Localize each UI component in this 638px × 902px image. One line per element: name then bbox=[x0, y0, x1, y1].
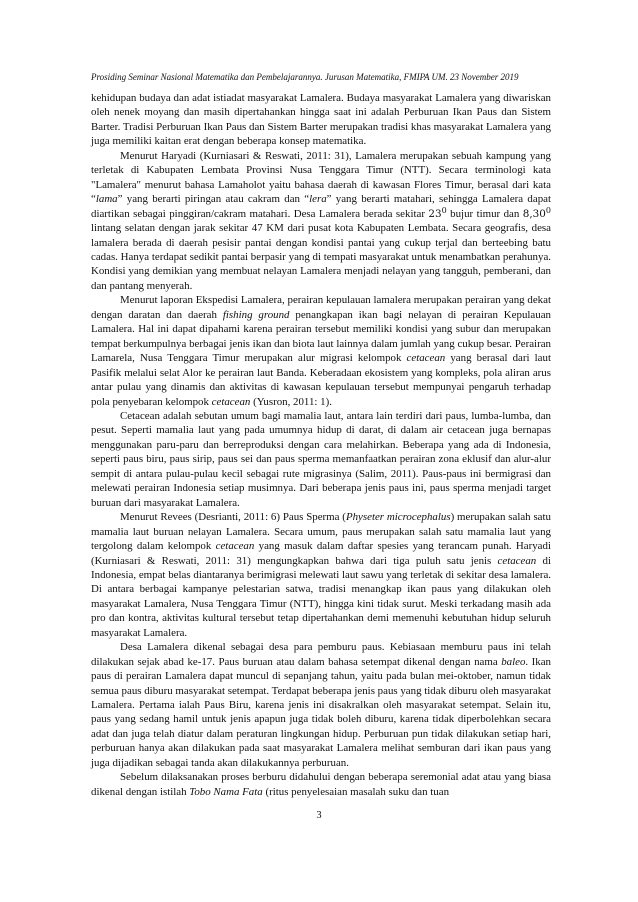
text-run: di Indonesia, empat belas diantaranya berimigrasi melewati laut sawu yang terletak di sekitar desa lamalera. Di antara berbagai kampanye pelestarian satwa, tradisi menangkap ikan paus yang dilakukan oleh masyarakat Lamalera, Nusa Tenggara Timur (NTT), hingga kini tidak surut. Meski terkadang masih ada pro dan kontra, aktivitas kultural tersebut tetap dipertahankan demi memenuhi kebutuhan hidup seluruh masyarakat Lamalera. bbox=[91, 554, 551, 639]
paragraph bbox=[91, 293, 551, 409]
italic-term: baleo bbox=[501, 655, 526, 668]
paragraph bbox=[91, 149, 551, 294]
italic-term: lama bbox=[95, 193, 118, 206]
paragraph bbox=[91, 409, 551, 510]
text-run: ) merupakan salah satu mamalia laut buruan nelayan Lamalera. Secara umum, paus merupakan salah satu mamalia laut yang tergolong dalam kelompok bbox=[91, 511, 551, 553]
text-run: penangkapan ikan bagi nelayan di perairan Kepulauan Lamalera. Hal ini dapat dipahami karena perairan tersebut memiliki kondisi yang subur dan merupakan tempat berkumpulnya berbagai jenis ikan dan biota laut lainnya dalam jumlah yang cukup besar. Perairan Lamarela, Nusa Tenggara Timur merupakan alur migrasi kelompok bbox=[91, 308, 551, 365]
text-run: ” yang berarti piringan atau cakram dan “ bbox=[117, 193, 310, 206]
italic-term: Physeter microcephalus bbox=[345, 511, 451, 524]
text-run: Desa Lamalera dikenal sebagai desa para pemburu paus. Kebiasaan memburu paus ini telah dilakukan sejak abad ke-17. Paus buruan atau dalam bahasa setempat dikenal dengan nama bbox=[91, 641, 551, 668]
italic-term: cetacean bbox=[406, 352, 446, 365]
paragraph bbox=[91, 770, 551, 799]
text-run: yang berasal dari laut Pasifik melalui selat Alor ke perairan laut Banda. Keberadaan ekosistem yang kompleks, pola aliran arus antar pulau yang dinamis dan aktivitas di kawasan kepulauan tersebut mempunyai pengaruh terhadap pola penyebaran kelompok bbox=[91, 352, 551, 408]
italic-term: lera bbox=[309, 193, 327, 206]
paragraph bbox=[91, 91, 551, 149]
text-run: (ritus penyelesaian masalah suku dan tuan bbox=[262, 785, 450, 798]
italic-term: Tobo Nama Fata bbox=[189, 785, 263, 798]
running-header: Prosiding Seminar Nasional Matematika dan Pembelajarannya. Jurusan Matematika, FMIPA UM. 23 November 2019 bbox=[91, 72, 519, 82]
italic-term: cetacean bbox=[497, 554, 537, 567]
body-text bbox=[91, 91, 551, 799]
paragraph bbox=[91, 640, 551, 770]
math-value: 23 bbox=[428, 207, 442, 220]
math-value: 8,30 bbox=[522, 207, 546, 220]
text-run: lintang selatan dengan jarak sekitar 47 KM dari pusat kota Kabupaten Lembata. Secara geografis, desa lamalera berada di daerah pesisir pantai dengan kondisi pantai yang cukup terjal dan berteebing batu cadas. Hanya terdapat sedikit pantai berpasir yang di tempati masyarakat untuk menambatkan perahunya. Kondisi yang demikian yang membuat nelayan Lamalera menjadi nelayan yang tangguh, pemberani, dan dan pantang menyerah. bbox=[91, 222, 551, 292]
degree-superscript: 0 bbox=[441, 205, 447, 215]
text-run: Sebelum dilaksanakan proses berburu didahului dengan beberapa seremonial adat atau yang biasa dikenal dengan istilah bbox=[91, 771, 551, 798]
paragraph bbox=[91, 510, 551, 640]
text-run: ” yang berarti matahari, sehingga Lamalera dapat diartikan sebagai pinggiran/cakram matahari. Desa Lamalera berada sekitar bbox=[91, 193, 551, 220]
text-run: yang masuk dalam daftar spesies yang terancam punah. Haryadi (Kurniasari & Reswati, 2011: 31) mengungkapkan bahwa dari tiga puluh satu jenis bbox=[91, 540, 551, 567]
italic-term: fishing ground bbox=[222, 308, 290, 321]
degree-superscript: 0 bbox=[545, 205, 551, 215]
text-run: Menurut Revees (Desrianti, 2011: 6) Paus Sperma ( bbox=[120, 511, 346, 524]
italic-term: cetacean bbox=[215, 540, 255, 553]
text-run: Menurut Haryadi (Kurniasari & Reswati, 2011: 31), Lamalera merupakan sebuah kampung yang terletak di Kabupaten Lembata Provinsi Nusa Tenggara Timur (NTT). Secara terminologi kata "Lamalera" menurut bahasa Lamaholot yaitu bahasa daerah di kawasan Flores Timur, berasal dari kata “ bbox=[91, 149, 551, 206]
text-run: (Yusron, 2011: 1). bbox=[250, 395, 332, 408]
italic-term: cetacean bbox=[211, 395, 251, 408]
text-run: . Ikan paus di perairan Lamalera dapat muncul di sepanjang tahun, yaitu pada bulan mei-oktober, namun tidak semua paus diburu masyarakat setempat. Terdapat beberapa jenis paus yang tidak diburu oleh masyarakat Lamalera. Pertama ialah Paus Biru, karena jenis ini disakralkan oleh masyarakat setempat. Selain itu, paus yang sedang hamil untuk jenis apapun juga tidak boleh diburu, karena tidak diperbolehkan secara adat dan juga telah diatur dalam peraturan lingkungan hidup. Perburuan pun tidak dilakukan setiap hari, perburuan hanya akan dilakukan pada saat masyarakat Lamalera melihat semburan dari ikan paus yang juga dijadikan sebagai tanda akan dilakukannya perburuan. bbox=[91, 655, 551, 769]
text-run: kehidupan budaya dan adat istiadat masyarakat Lamalera. Budaya masyarakat Lamalera yang diwariskan oleh nenek moyang dan masih dipertahankan hingga saat ini adalah Perburuan Ikan Paus dan Sistem Barter. Tradisi Perburuan Ikan Paus dan Sistem Barter merupakan tradisi khas masyarakat Lamalera yang juga memiliki kaitan erat dengan beberapa konsep matematika. bbox=[91, 92, 551, 148]
text-run: Menurut laporan Ekspedisi Lamalera, perairan kepulauan lamalera merupakan perairan yang dekat dengan daratan dan daerah bbox=[91, 294, 551, 321]
page-number: 3 bbox=[316, 810, 322, 821]
text-run: bujur timur dan bbox=[446, 207, 523, 220]
text-run: Cetacean adalah sebutan umum bagi mamalia laut, antara lain terdiri dari paus, lumba-lumba, dan pesut. Seperti mamalia laut yang pada umumnya hidup di darat, di dalam air cetacean juga bernapas menggunakan paru-paru dan berreproduksi dengan cara melahirkan. Beberapa yang ada di Indonesia, seperti paus biru, paus sirip, paus sei dan paus sperma memanfaatkan perairan zona eklusif dan alur-alur sempit di antara pulau-pulau kecil sebagai rute migrasinya (Salim, 2011). Paus-paus ini bermigrasi dan melewati perairan Indonesia setiap musimnya. Dari beberapa jenis paus ini, paus sperma menjadi target buruan dari masyarakat Lamalera. bbox=[91, 409, 551, 509]
